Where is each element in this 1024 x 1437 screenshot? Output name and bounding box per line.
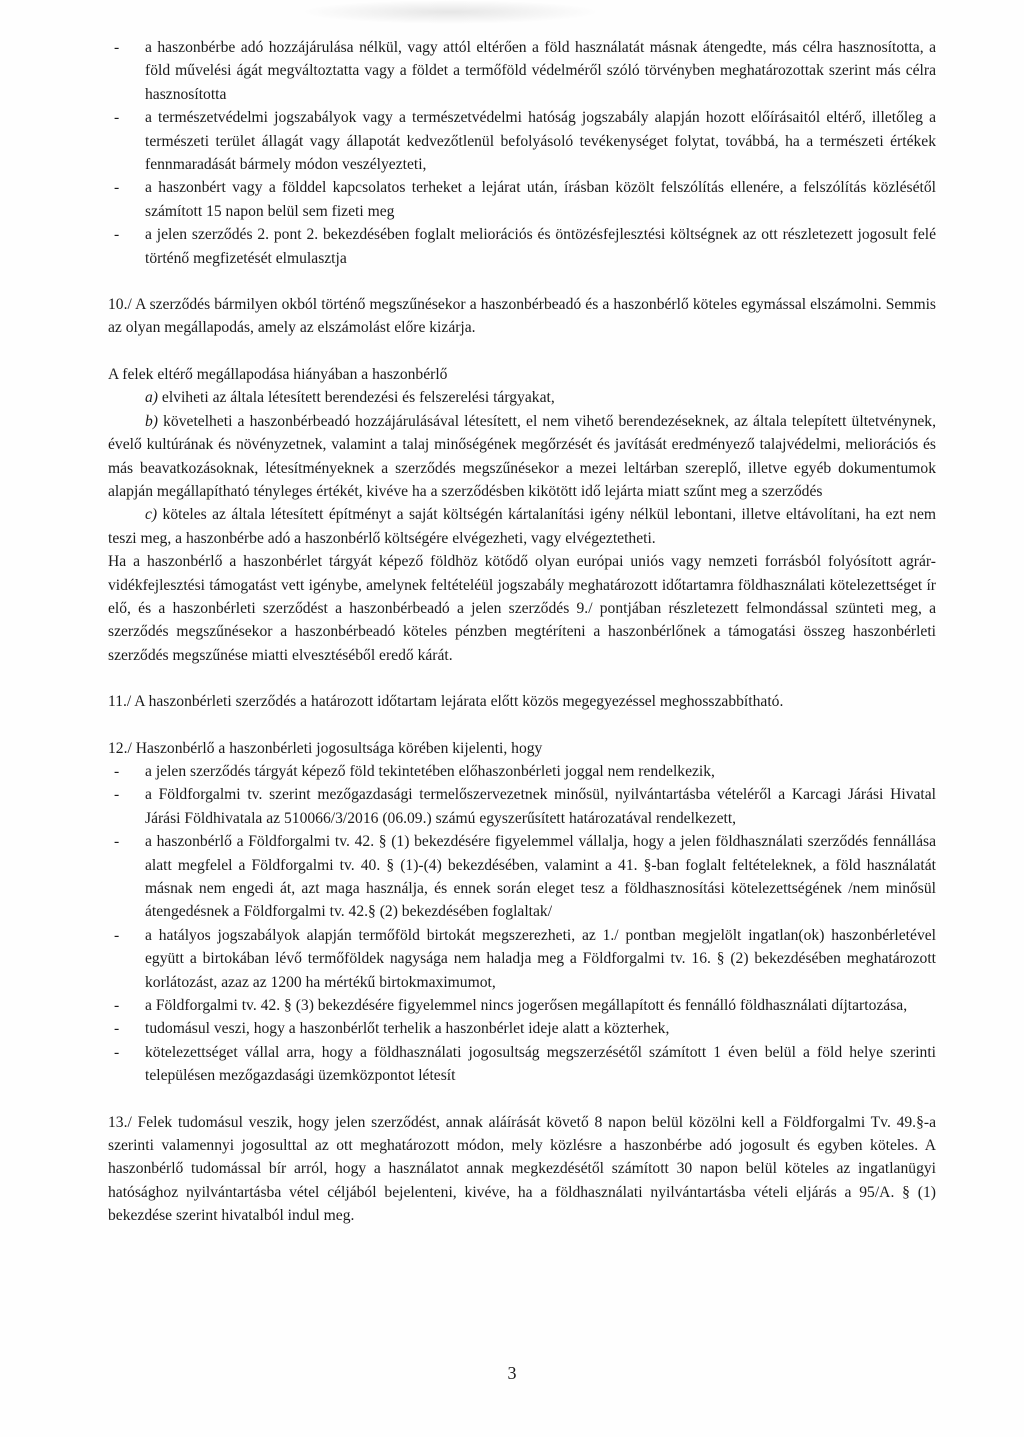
termination-reasons-list — [108, 36, 936, 270]
list-item: - kötelezettséget vállal arra, hogy a földhasználati jogosultság megszerzésétől számított 1 éven belül a föld helye szerinti településen mezőgazdasági üzemközpontot létesít — [114, 1043, 936, 1085]
section-10-intro: A felek eltérő megállapodása hiányában a haszonbérlő — [108, 365, 448, 383]
list-item: - a Földforgalmi tv. szerint mezőgazdasági termelőszervezetnek minősül, nyilvántartásba vételéről a Karcagi Járási Hivatal Járási Földhivatala az 510066/3/2016 (06.09.) számú egyszerűsített határozatával rendelkezett, — [114, 786, 936, 827]
list-item: - a természetvédelmi jogszabályok vagy a természetvédelmi hatóság jogszabály alapján hozott előírásaitól eltérő, illetőleg a természeti terület állagát vagy állapotát kedvezőtlenül befolyásoló tevékenységet folytat, továbbá, ha a természeti értékek fennmaradását bármely módon veszélyezteti, — [114, 109, 936, 174]
list-item: - a hatályos jogszabályok alapján termőföld birtokát megszerezheti, az 1./ pontban megjelölt ingatlan(ok) haszonbérletével együtt a birtokában lévő termőföldek nagysága nem haladja meg a Földforgalmi tv. 16. § (2) bekezdésében meghatározott korlátozást, azaz az 1200 ha mértékű birtokmaximumot, — [114, 926, 936, 991]
scan-smudge — [300, 0, 600, 24]
section-11-paragraph: 11./ A haszonbérleti szerződés a határozott időtartam lejárata előtt közös megegyezéssel meghosszabbítható. — [108, 693, 784, 711]
section-12-intro: 12./ Haszonbérlő a haszonbérleti jogosultsága körében kijelenti, hogy — [108, 739, 543, 757]
list-item: - a haszonbért vagy a földdel kapcsolatos terheket a lejárat után, írásban közölt felszólítás ellenére, a felszólítás közlésétől számított 15 napon belül sem fizeti meg — [114, 179, 936, 220]
list-item: - a haszonbérbe adó hozzájárulása nélkül, vagy attól eltérően a föld használatát másnak átengedte, más célra hasznosította, a föld művelési ágát megváltoztatta vagy a földet a termőföld védelméről szóló törvényben meghatározottak szerint más célra hasznosította — [114, 39, 936, 103]
list-item: - a haszonbérlő a Földforgalmi tv. 42. § (1) bekezdésére figyelemmel vállalja, hogy a jelen földhasználati szerződés fennállása alatt megfelel a Földforgalmi tv. 40. § (1)-(4) bekezdésében, valamint a 41. §-ban foglalt feltételeknek, a föld használatát másnak nem engedi át, azt maga használja, és ennek során eleget tesz a földhasznosítási kötelezettségének /nem minősül átengedésnek a Földforgalmi tv. 42.§ (2) bekezdésében foglaltak/ — [114, 833, 936, 921]
document-body — [108, 36, 936, 1228]
list-item: - a jelen szerződés tárgyát képező föld tekintetében előhaszonbérleti joggal nem rendelkezik, — [114, 762, 715, 780]
list-item: - a Földforgalmi tv. 42. § (3) bekezdésére figyelemmel nincs jogerősen megállapított és fennálló földhasználati díjtartozása, — [114, 997, 908, 1015]
list-item: - tudomásul veszi, hogy a haszonbérlőt terhelik a haszonbérlet ideje alatt a közterhek, — [114, 1020, 670, 1038]
section-10-paragraph: 10./ A szerződés bármilyen okból történő megszűnésekor a haszonbérbeadó és a haszonbérlő köteles egymással elszámolni. Semmis az olyan megállapodás, amely az elszámolást előre kizárja. — [108, 296, 936, 337]
section-10-item-c: c) köteles az általa létesített építményt a saját költségén kártalanítási igény nélkül lebontani, illetve eltávolítani, ha ezt nem teszi meg, a haszonbérbe adó a haszonbérlő költségére elvégezheti, vagy elvégeztetheti. — [108, 506, 936, 547]
section-13-paragraph: 13./ Felek tudomásul veszik, hogy jelen szerződést, annak aláírását követő 8 napon belül közölni kell a Földforgalmi Tv. 49.§-a szerinti valamennyi jogosulttal az ott meghatározott módon, mely közlésre a haszonbérbe adó jogosult és egyben köteles. A haszonbérlő tudomással bír arról, hogy a használatot annak megkezdésétől számított 30 napon belül köteles az ingatlanügyi hatósághoz nyilvántartásba vétel céljából bejelenteni, kivéve, ha a földhasználati nyilvántartásba vételi eljárás a 95/A. § (1) bekezdése szerint hivatalból indul meg. — [108, 1113, 936, 1225]
section-10-support-paragraph: Ha a haszonbérlő a haszonbérlet tárgyát képező földhöz kötődő olyan európai uniós vagy nemzeti forrásból folyósított agrár-vidékfejlesztési támogatást vett igénybe, amelynek feltételéül jogszabály meghatározott időtartamra földhasználati kötelezettséget ír elő, és a haszonbérleti szerződést a haszonbérbeadó a jelen szerződés 9./ pontjában részletezett felmondással szünteti meg, a szerződés megszűnésekor a haszonbérbeadó köteles pénzben megtéríteni a haszonbérlőnek a támogatási összeg haszonbérleti szerződés megszűnése miatti elvesztéséből eredő kárát. — [108, 553, 936, 664]
section-10-item-a: a) elviheti az általa létesített berendezési és felszerelési tárgyakat, — [145, 389, 555, 407]
section-12-list — [108, 760, 936, 1088]
page-number: 3 — [507, 1363, 517, 1383]
section-10-item-b: b) követelheti a haszonbérbeadó hozzájárulásával létesített, el nem vihető berendezéseknek, az általa telepített ültetvénynek, évelő kultúrának és növényzetnek, valamint a talaj minőségének megőrzését és javítását eredményező talajvédelmi, meliorációs és más beavatkozásoknak, létesítményeknek a szerződés megszűnésekor a mezei leltárban szereplő, illetve egyéb dokumentumok alapján megállapítható tényleges értékét, kivéve ha a szerződésben kikötött idő lejárta miatt szűnt meg a szerződés — [108, 412, 936, 500]
list-item: - a jelen szerződés 2. pont 2. bekezdésében foglalt meliorációs és öntözésfejlesztési költségnek az ott részletezett jogosult felé történő megfizetését elmulasztja — [114, 226, 936, 267]
